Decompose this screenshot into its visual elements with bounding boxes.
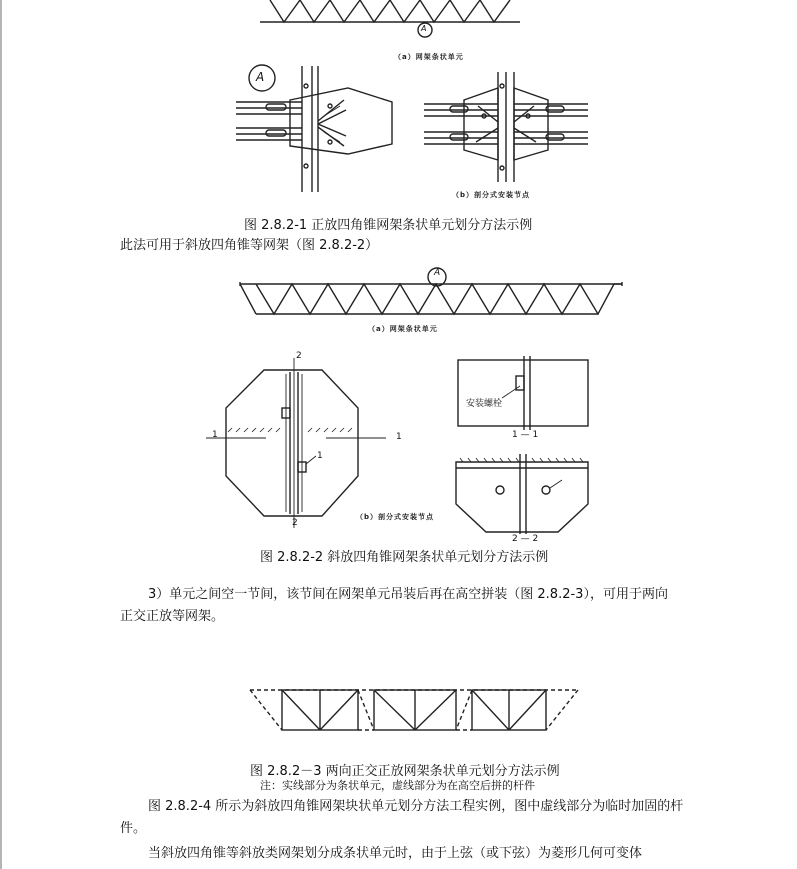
figure-1a-truss-diagram bbox=[260, 0, 520, 40]
figure-1b-marker: A bbox=[256, 70, 265, 84]
figure-2-caption: 图 2.8.2-2 斜放四角锥网架条状单元划分方法示例 bbox=[260, 550, 549, 565]
section-mark-1-left: 1 bbox=[212, 430, 218, 440]
page-left-border bbox=[0, 0, 2, 869]
figure-1b-node-right bbox=[424, 72, 588, 184]
figure-1b-node-left bbox=[236, 66, 416, 194]
figure-2a-marker: A bbox=[434, 268, 441, 278]
bolt-label: 安装螺栓 bbox=[466, 399, 503, 409]
figure-3-caption: 图 2.8.2－3 两向正交正放网架条状单元划分方法示例 bbox=[250, 764, 560, 779]
figure-3-truss-diagram bbox=[246, 686, 582, 736]
figure-1-caption: 图 2.8.2-1 正放四角锥网架条状单元划分方法示例 bbox=[244, 218, 533, 233]
paragraph-2: 3）单元之间空一节间，该节间在网架单元吊装后再在高空拼装（图 2.8.2-3），可用于两向正交正放等网架。 bbox=[120, 587, 668, 624]
section-2-2-label: 2 — 2 bbox=[512, 534, 539, 544]
figure-2a-truss-diagram bbox=[236, 266, 626, 316]
section-mark-2-bottom: 2 bbox=[292, 518, 298, 528]
paragraph-3: 图 2.8.2-4 所示为斜放四角锥网架块状单元划分方法工程实例，图中虚线部分为临时加固的杆件。 bbox=[120, 799, 684, 836]
section-1-1-label: 1 — 1 bbox=[512, 430, 539, 440]
section-mark-2-top: 2 bbox=[296, 351, 302, 361]
figure-2b-caption: （b）剖分式安装节点 bbox=[356, 513, 435, 521]
figure-3-note: 注：实线部分为条状单元，虚线部分为在高空后拼的杆件 bbox=[260, 779, 535, 792]
figure-1a-caption: （a）网架条状单元 bbox=[394, 53, 464, 61]
figure-1b-caption: （b）剖分式安装节点 bbox=[452, 191, 531, 199]
paragraph-4: 当斜放四角锥等斜放类网架划分成条状单元时，由于上弦（或下弦）为菱形几何可变体 bbox=[148, 846, 643, 861]
leader-label-1: 1 bbox=[317, 451, 323, 461]
section-2-2-diagram bbox=[454, 454, 594, 534]
figure-2b-octagon-node bbox=[206, 352, 386, 532]
section-mark-1-right: 1 bbox=[396, 432, 402, 442]
paragraph-1: 此法可用于斜放四角锥等网架（图 2.8.2-2） bbox=[120, 238, 379, 253]
figure-2a-caption: （a）网架条状单元 bbox=[368, 325, 438, 333]
figure-1a-marker: A bbox=[421, 24, 427, 33]
